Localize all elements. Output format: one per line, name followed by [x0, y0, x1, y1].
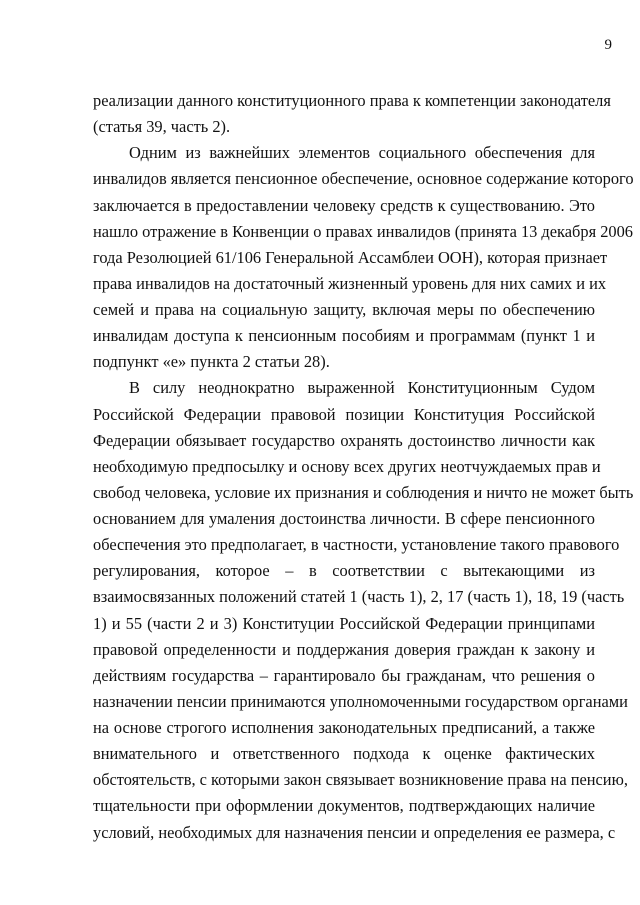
text-line: правовой определенности и поддержания доверия граждан к закону и: [93, 639, 595, 659]
text-line: свобод человека, условие их признания и соблюдения и ничто не может быть: [93, 482, 634, 502]
text-line: В силу неоднократно выраженной Конституционным Судом: [129, 378, 595, 398]
text-line: взаимосвязанных положений статей 1 (часть 1), 2, 17 (часть 1), 18, 19 (часть: [93, 587, 625, 607]
text-line: обстоятельств, с которыми закон связывает возникновение права на пенсию,: [93, 770, 628, 790]
paragraph-3: [93, 375, 634, 845]
text-line: заключается в предоставлении человеку средств к существованию. Это: [93, 195, 595, 215]
text-line: года Резолюцией 61/106 Генеральной Ассамблеи ООН), которая признает: [93, 247, 608, 267]
text-line: назначении пенсии принимаются уполномоченными государством органами: [93, 691, 628, 711]
text-line: Федерации обязывает государство охранять достоинство личности как: [93, 430, 595, 450]
text-line: права инвалидов на достаточный жизненный уровень для них самих и их: [93, 273, 607, 293]
text-line: условий, необходимых для назначения пенсии и определения ее размера, с: [93, 822, 616, 842]
text-line: тщательности при оформлении документов, подтверждающих наличие: [93, 796, 595, 816]
text-line: нашло отражение в Конвенции о правах инвалидов (принята 13 декабря 2006: [93, 221, 633, 241]
document-body: [93, 88, 634, 846]
text-line: регулирования, которое – в соответствии с вытекающими из: [93, 561, 595, 581]
text-line: подпункт «е» пункта 2 статьи 28).: [93, 352, 330, 372]
text-line: (статья 39, часть 2).: [93, 117, 231, 137]
text-line: обеспечения это предполагает, в частности, установление такого правового: [93, 535, 620, 555]
text-line: инвалидов является пенсионное обеспечение, основное содержание которого: [93, 169, 634, 189]
text-line: семей и права на социальную защиту, включая меры по обеспечению: [93, 300, 595, 319]
text-line: необходимую предпосылку и основу всех других неотчуждаемых прав и: [93, 456, 601, 476]
paragraph-2: [93, 140, 634, 375]
text-line: основанием для умаления достоинства личности. В сфере пенсионного: [93, 509, 595, 528]
text-line: Российской Федерации правовой позиции Конституция Российской: [93, 404, 595, 424]
text-line: Одним из важнейших элементов социального обеспечения для: [129, 143, 595, 163]
text-line: на основе строгого исполнения законодательных предписаний, а также: [93, 718, 595, 737]
text-line: действиям государства – гарантировало бы гражданам, что решения о: [93, 665, 595, 685]
text-line: 1) и 55 (части 2 и 3) Конституции Российской Федерации принципами: [93, 613, 595, 633]
text-line: реализации данного конституционного права к компетенции законодателя: [93, 91, 611, 110]
page-number: 9: [604, 37, 612, 53]
paragraph-1: [93, 88, 611, 140]
text-line: инвалидам доступа к пенсионным пособиям и программам (пункт 1 и: [93, 326, 595, 346]
text-line: внимательного и ответственного подхода к оценке фактических: [93, 744, 595, 764]
